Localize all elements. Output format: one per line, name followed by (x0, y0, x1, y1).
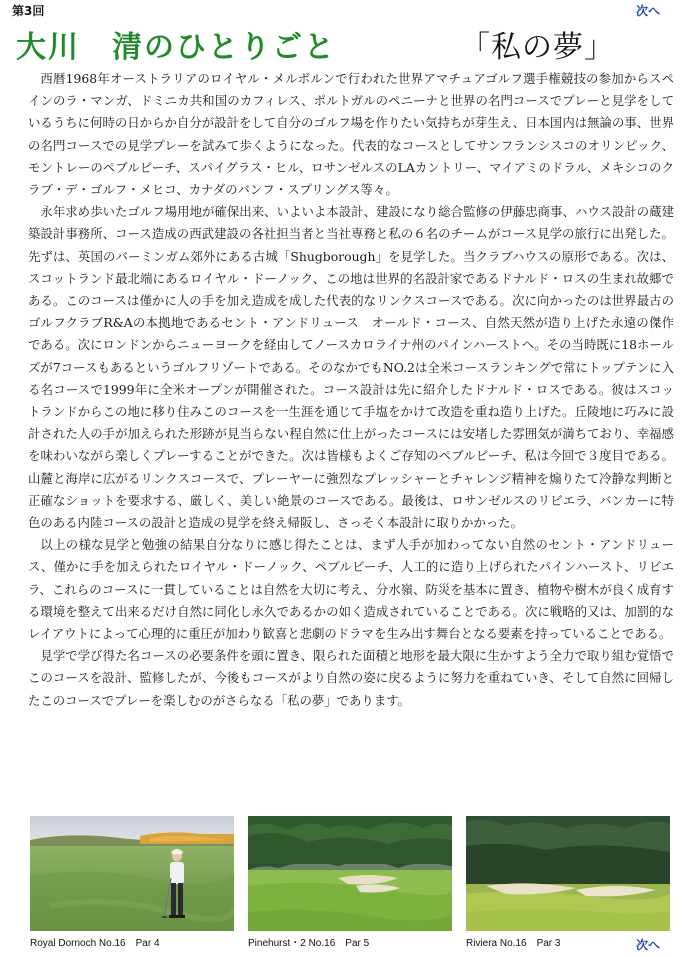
author-title: 大川 清のひとりごと (16, 30, 336, 65)
pinehurst-photo (248, 816, 452, 931)
next-page-link-top[interactable]: 次へ (635, 4, 660, 18)
paragraph: 見学で学び得た名コースの必要条件を頭に置き、限られた面積と地形を最大限に生かすよう全力で取り組む覚悟でこのコースを設計、監修したが、今後もコースがより自然の姿に戻るように努力を重ねていき、そして自然に回帰したこのコースでプレーを楽しむのがさらなる「私の夢」であります。 (28, 648, 674, 708)
paragraph: 西暦1968年オーストラリアのロイヤル・メルボルンで行われた世界アマチュアゴルフ選手権競技の参加からスペインのラ・マンガ、ドミニカ共和国のカフィレス、ポルトガルのペニーナと世界の名門コースでプレーと見学をしているうちに何時の日からか自分が設計をして自分のゴルフ場を作りたい気持ちが芽生え、日本国内は無論の事、世界の名門コースでの見学プレーを試みて歩くようになった。代表的なコースとしてサンフランシスコのオリンピック、モントレーのペブルビーチ、スパイグラス・ヒル、ロサンゼルスのLAカントリー、マイアミのドラル、メキシコのクラブ・デ・ゴルフ・メヒコ、カナダのバンフ・スプリングス等々。 (28, 71, 674, 198)
royal-dornoch-photo (30, 816, 234, 931)
paragraph: 永年求め歩いたゴルフ場用地が確保出来、いよいよ本設計、建設になり総合監修の伊藤忠商事、ハウス設計の蔵建築設計事務所、コース造成の西武建設の各社担当者と当社専務と私の６名のチームがコース見学の旅行に出発した。先ずは、英国のバーミンガム郊外にある古城「Shugborough」を見学した。当クラブハウスの原形である。次は、スコットランド最北端にあるロイヤル・ドーノック、この地は世界的名設計家であるドナルド・ロスの生まれ故郷である。このコースは僅かに人の手を加え造成を成した代表的なリンクスコースである。次に向かったのは世界最古のゴルフクラブR&Aの本拠地であるセント・アンドリュース オールド・コース、自然天然が造り上げた永遠の傑作である。次にロンドンからニューヨークを経由してノースカロライナ州のパインハーストへ。その当時既に18ホールズが7コースもあるというゴルフリゾートである。そのなかでもNO.2は全米コースランキングで常にトップテンに入る名コースで1999年に全米オープンが開催された。コース設計は先に紹介したドナルド・ロスである。彼はスコットランドからこの地に移り住みこのコースを一生涯を通じて手塩をかけて改造を重ね造り上げた。丘陵地に巧みに設計された人の手が加えられた形跡が見当らない程自然に仕上がったコースには安堵した雰囲気が満ちており、幸福感を味わいながら楽しくプレーすることができた。次は皆様もよくご存知のペブルビーチ、私は今回で３度目である。山麓と海岸に広がるリンクスコースで、プレーヤーに強烈なプレッシャーとチャレンジ精神を煽りたて冷静な判断と正確なショットを要求する、厳しく、美しい絶景のコースである。最後は、ロサンゼルスのリビエラ、バンカーに特色のある内陸コースの設計と造成の見学を終え帰阪し、さっそく本設計に取りかかった。 (28, 204, 674, 531)
riviera-photo (466, 816, 670, 931)
photo-captions (30, 934, 670, 948)
paragraph: 以上の様な見学と勉強の結果自分なりに感じ得たことは、まず人手が加わってない自然のセント・アンドリュース、僅かに手を加えられたロイヤル・ドーノック、ペブルビーチ、人工的に造り上げられたパインハースト、リビエラ、これらのコースに一貫していることは自然を大切に考え、分水嶺、防災を基本に置き、植物や樹木が良く成育する環境を整えて出来るだけ自然に同化し永久であるかの如く造成されていることである。次に戦略的又は、加罰的なレイアウトによって心理的に重圧が加わり歓喜と悲劇のドラマを生み出す舞台となる要素を持っていることである。 (28, 537, 674, 642)
royal-dornoch-caption: Royal Dornoch No.16 Par 4 (30, 938, 160, 949)
issue-label: 第3回 (12, 4, 45, 18)
essay-title: 「私の夢」 (460, 30, 615, 65)
pinehurst-caption: Pinehurst・2 No.16 Par 5 (248, 938, 370, 949)
photo-strip (30, 816, 670, 931)
heading (12, 20, 680, 64)
essay-body (28, 68, 674, 712)
riviera-caption: Riviera No.16 Par 3 (466, 938, 561, 949)
next-page-link-bottom[interactable]: 次へ (635, 938, 660, 952)
